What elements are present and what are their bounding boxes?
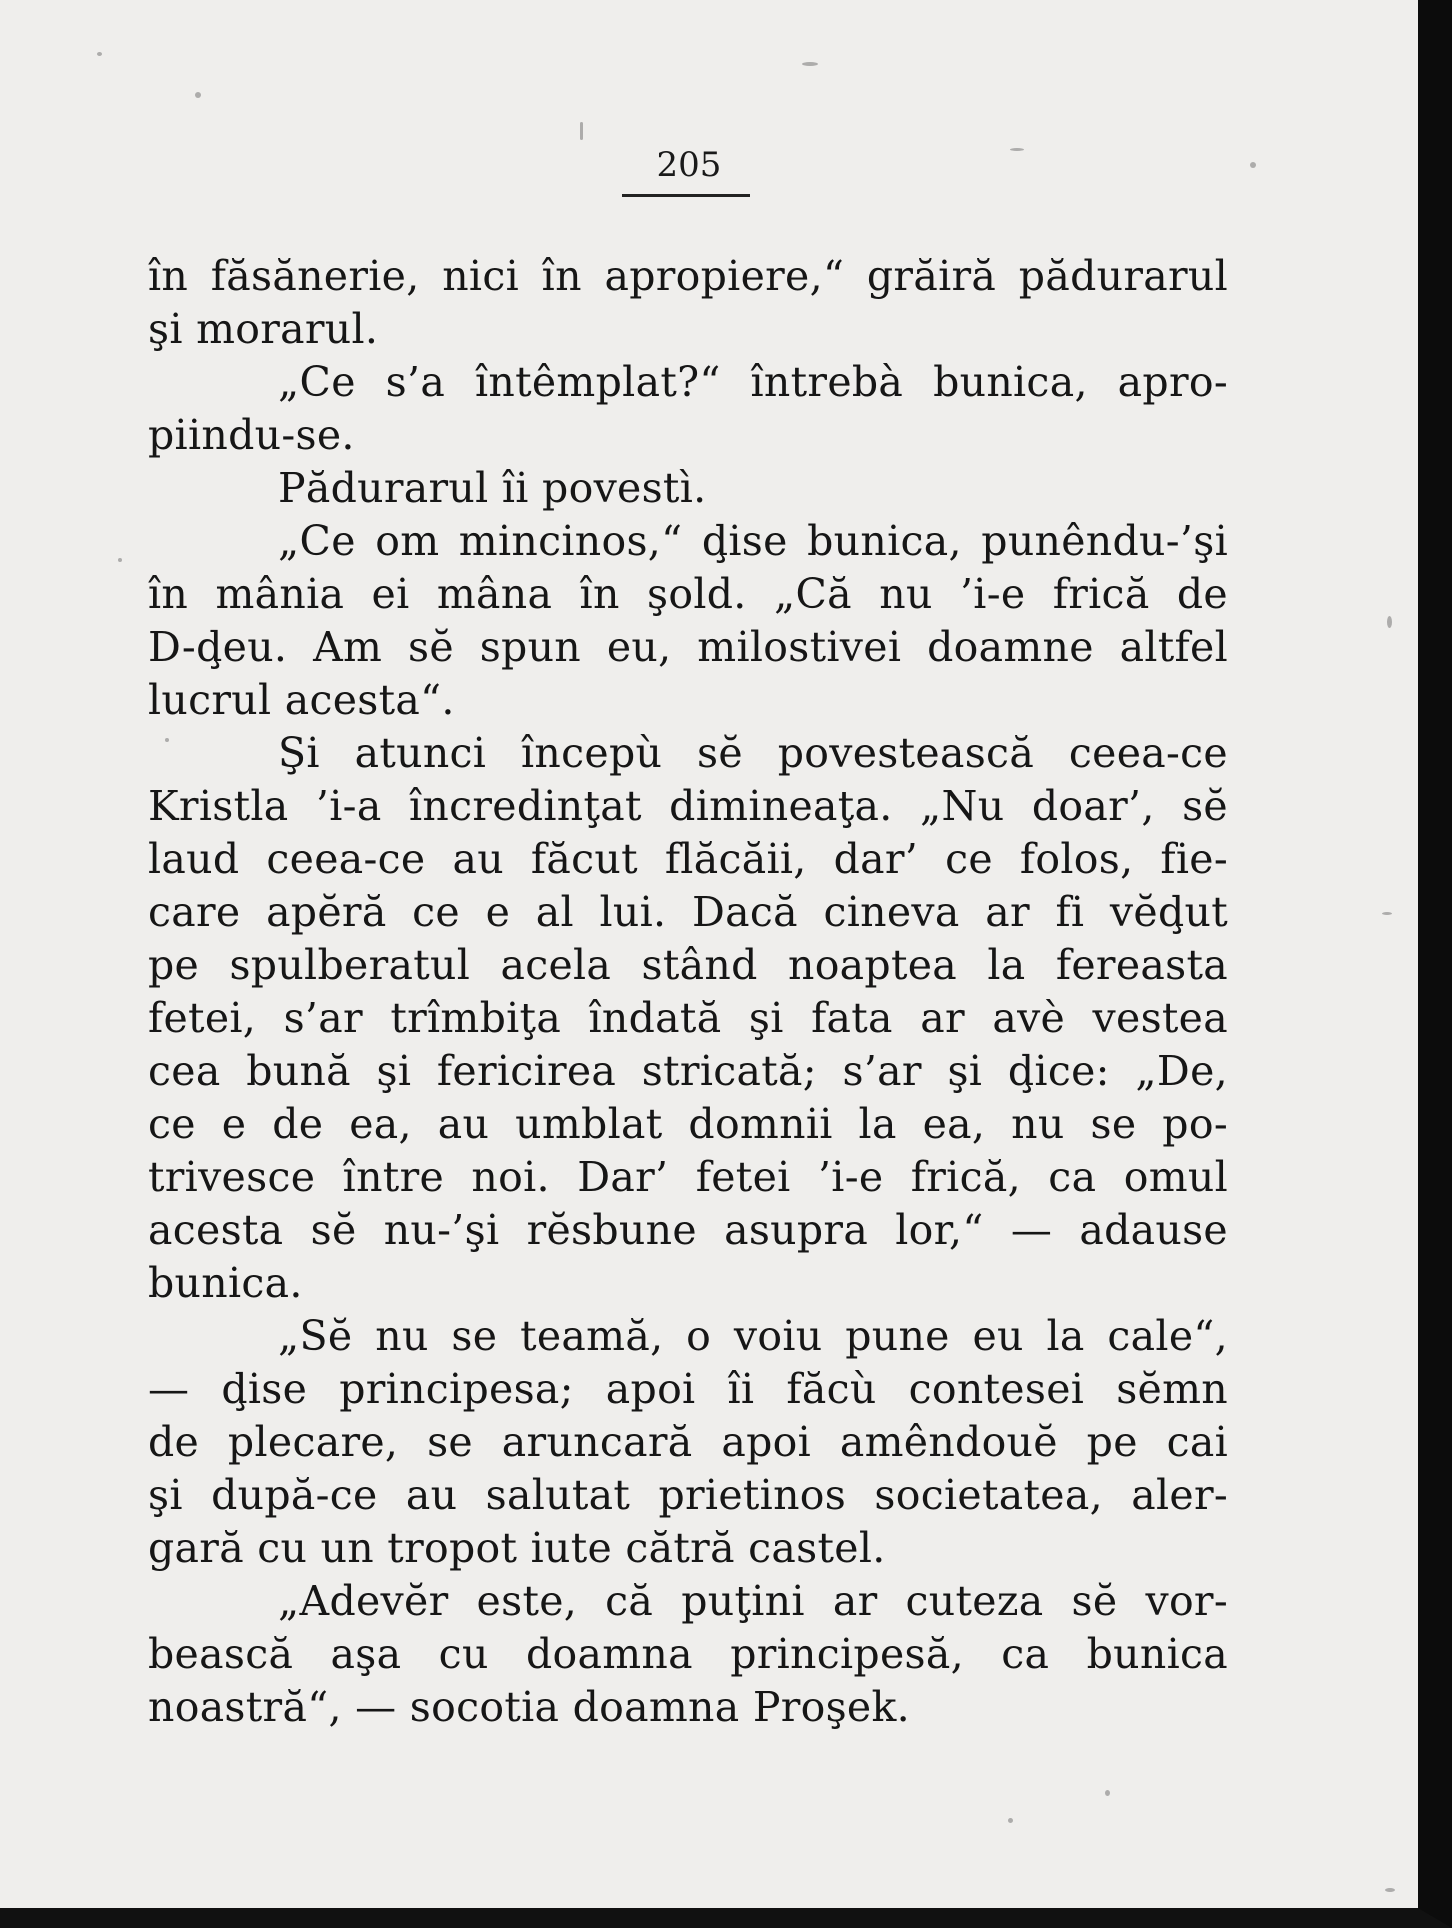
paragraph: [148, 356, 1228, 462]
text-line: cea bună şi fericirea stricată; s’ar şi ḑice: „De,: [148, 1047, 1228, 1095]
text-line: Kristla ’i-a încredinţat dimineaţa. „Nu doar’, sĕ: [148, 782, 1228, 830]
paragraph: [148, 515, 1228, 727]
text-line: trivesce între noi. Dar’ fetei ’i-e frică, ca omul: [148, 1153, 1228, 1201]
text-line: laud ceea-ce au făcut flăcăii, dar’ ce folos, fie-: [148, 835, 1228, 883]
text-line: acesta sĕ nu-’şi rĕsbune asupra lor,“ — adause: [148, 1206, 1228, 1254]
scan-speck: [97, 52, 102, 56]
scan-speck: [195, 92, 201, 98]
paragraph: [148, 1310, 1228, 1575]
scan-speck: [1008, 1818, 1013, 1823]
text-line: „Ce om mincinos,“ ḑise bunica, punêndu-’şi: [278, 517, 1228, 565]
text-line: „Adevĕr este, că puţini ar cuteza sĕ vor-: [278, 1577, 1228, 1625]
scan-speck: [580, 122, 583, 140]
scan-speck: [1105, 1790, 1110, 1796]
text-line: bească aşa cu doamna principesă, ca bunica: [148, 1630, 1228, 1678]
paragraph: [148, 727, 1228, 1310]
text-line: — ḑise principesa; apoi îi făcù contesei sĕmn: [148, 1365, 1228, 1413]
scan-speck: [1387, 616, 1392, 628]
scan-speck: [802, 62, 818, 66]
text-line: şi morarul.: [148, 305, 379, 353]
text-line: în mânia ei mâna în şold. „Că nu ’i-e frică de: [148, 570, 1228, 618]
text-line: pe spulberatul acela stând noaptea la fereasta: [148, 941, 1228, 989]
text-line: în făsănerie, nici în apropiere,“ grăiră pădurarul: [148, 252, 1228, 300]
paragraph: [148, 250, 1228, 356]
scan-speck: [1385, 1888, 1395, 1892]
text-line: „Sĕ nu se teamă, o voiu pune eu la cale“,: [278, 1312, 1228, 1360]
page-number: 205: [656, 145, 722, 185]
body-text: [148, 250, 1228, 1734]
text-line: gară cu un tropot iute cătră castel.: [148, 1524, 886, 1572]
text-line: Şi atunci începù sĕ povestească ceea-ce: [278, 729, 1228, 777]
paragraph: [148, 462, 1228, 515]
page-number-rule: [622, 194, 750, 197]
text-line: ce e de ea, au umblat domnii la ea, nu se po-: [148, 1100, 1228, 1148]
text-line: D-ḑeu. Am sĕ spun eu, milostivei doamne altfel: [148, 623, 1228, 671]
text-line: lucrul acesta“.: [148, 676, 455, 724]
text-line: fetei, s’ar trîmbiţa îndată şi fata ar avè vestea: [148, 994, 1228, 1042]
scan-speck: [1382, 912, 1392, 915]
text-line: piindu-se.: [148, 411, 355, 459]
text-line: care apĕră ce e al lui. Dacă cineva ar fi vĕḑut: [148, 888, 1228, 936]
text-line: „Ce s’a întêmplat?“ întrebà bunica, apro-: [278, 358, 1228, 406]
text-line: de plecare, se aruncară apoi amêndouĕ pe cai: [148, 1418, 1228, 1466]
text-line: Pădurarul îi povestì.: [278, 464, 707, 512]
text-line: bunica.: [148, 1259, 303, 1307]
text-line: şi după-ce au salutat prietinos societatea, aler-: [148, 1471, 1228, 1519]
text-line: noastră“, — socotia doamna Proşek.: [148, 1683, 910, 1731]
scan-speck: [118, 558, 122, 562]
paragraph: [148, 1575, 1228, 1734]
